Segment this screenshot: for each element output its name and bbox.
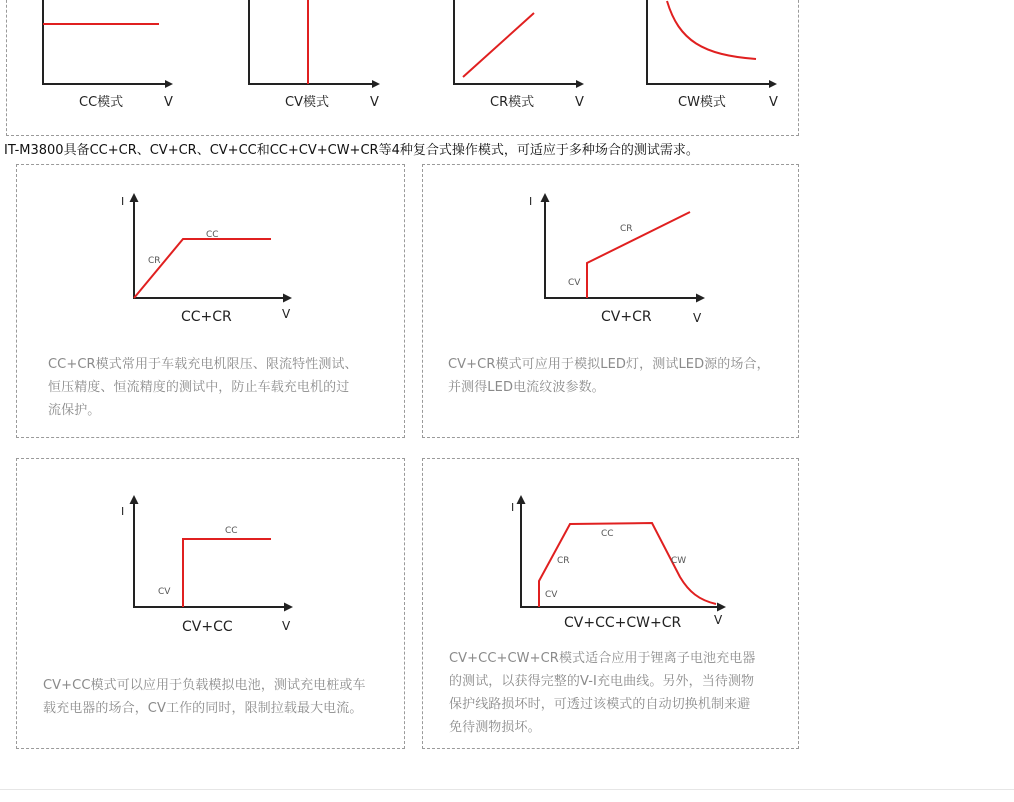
cv-cc-cw-cr-y-axis-label: I <box>511 501 515 514</box>
cv-cc-cw-cr-x-axis-label: V <box>714 613 723 627</box>
cv-cc-description <box>43 674 366 720</box>
cv-cc-cw-cr-cr-label: CR <box>557 556 570 566</box>
cv-mode-label: CV模式 <box>285 95 329 110</box>
cv-cc-cw-cr-cv-label: CV <box>545 590 558 600</box>
cc-mode-graph <box>42 0 173 110</box>
cc-cr-desc-line: CC+CR模式常用于车载充电机限压、限流特性测试、 <box>48 357 358 372</box>
cc-cr-cr-label: CR <box>148 256 161 266</box>
card-cv-cc <box>16 458 405 749</box>
cv-cc-cw-cr-graph <box>423 459 798 639</box>
cv-cc-cw-cr-cw-label: CW <box>671 556 687 566</box>
card-cv-cc-cw-cr <box>422 458 799 749</box>
cv-cc-x-axis-label: V <box>282 619 291 633</box>
cv-cc-cc-label: CC <box>225 526 238 536</box>
single-mode-panel <box>6 0 799 136</box>
cc-mode-x-axis-label: V <box>164 95 173 110</box>
cv-cc-graph <box>17 459 404 639</box>
card-cc-cr <box>16 164 405 438</box>
cv-cr-description <box>448 353 770 399</box>
cv-cr-desc-line: CV+CR模式可应用于模拟LED灯，测试LED源的场合， <box>448 357 770 372</box>
cv-cr-y-axis-label: I <box>529 195 533 208</box>
cr-mode-x-axis-label: V <box>575 95 584 110</box>
cv-cr-x-axis-label: V <box>693 311 702 325</box>
cw-mode-label: CW模式 <box>678 95 726 110</box>
card-cv-cr <box>422 164 799 438</box>
cc-cr-cc-label: CC <box>206 230 219 240</box>
cv-cr-cr-label: CR <box>620 224 633 234</box>
cw-mode-x-axis-label: V <box>769 95 778 110</box>
cv-cr-desc-line: 并测得LED电流纹波参数。 <box>448 380 605 395</box>
cv-cc-cw-cr-cc-label: CC <box>601 529 614 539</box>
cv-cc-cw-cr-title: CV+CC+CW+CR <box>564 615 682 631</box>
cc-cr-description <box>48 353 358 422</box>
cv-cc-desc-line: 载充电器的场合，CV工作的同时，限制拉载最大电流。 <box>43 701 363 716</box>
cr-curve <box>463 13 534 77</box>
cv-cc-cw-cr-desc-line: 的测试，以获得完整的V-I充电曲线。另外，当待测物 <box>449 674 755 689</box>
cc-cr-desc-line: 恒压精度、恒流精度的测试中，防止车载充电机的过 <box>48 380 350 395</box>
cc-cr-curve <box>134 239 271 298</box>
cv-cr-graph <box>423 165 798 335</box>
cc-cr-x-axis-label: V <box>282 307 291 321</box>
cv-cr-curve <box>587 212 690 298</box>
cc-cr-desc-line: 流保护。 <box>48 403 101 418</box>
cw-mode-graph <box>646 0 778 110</box>
cr-mode-graph <box>453 0 584 110</box>
cv-cc-curve <box>183 539 271 607</box>
cv-mode-x-axis-label: V <box>370 95 379 110</box>
cv-cc-y-axis-label: I <box>121 505 125 518</box>
cv-cc-cw-cr-desc-line: 保护线路损坏时，可透过该模式的自动切换机制来避 <box>449 697 751 712</box>
cv-cc-cw-cr-desc-line: 免待测物损坏。 <box>449 720 541 735</box>
cc-mode-label: CC模式 <box>79 95 124 110</box>
cw-curve <box>667 1 756 59</box>
cc-cr-y-axis-label: I <box>121 195 125 208</box>
bottom-divider <box>0 789 1014 790</box>
intro-text: IT-M3800具备CC+CR、CV+CR、CV+CC和CC+CV+CW+CR等4种复合式操作模式，可适应于多种场合的测试需求。 <box>4 143 699 158</box>
cc-cr-graph <box>17 165 404 335</box>
cv-cr-cv-label: CV <box>568 278 581 288</box>
cv-cc-cv-label: CV <box>158 587 171 597</box>
cr-mode-label: CR模式 <box>490 95 535 110</box>
cv-cc-cw-cr-description <box>449 647 755 739</box>
single-mode-graphs <box>7 0 800 137</box>
cv-cc-cw-cr-desc-line: CV+CC+CW+CR模式适合应用于锂离子电池充电器 <box>449 651 756 666</box>
cv-cc-title: CV+CC <box>182 619 233 635</box>
cv-cc-desc-line: CV+CC模式可以应用于负载模拟电池，测试充电桩或车 <box>43 678 366 693</box>
cv-mode-graph <box>248 0 379 110</box>
cv-cr-title: CV+CR <box>601 309 652 325</box>
cc-cr-title: CC+CR <box>181 309 232 325</box>
